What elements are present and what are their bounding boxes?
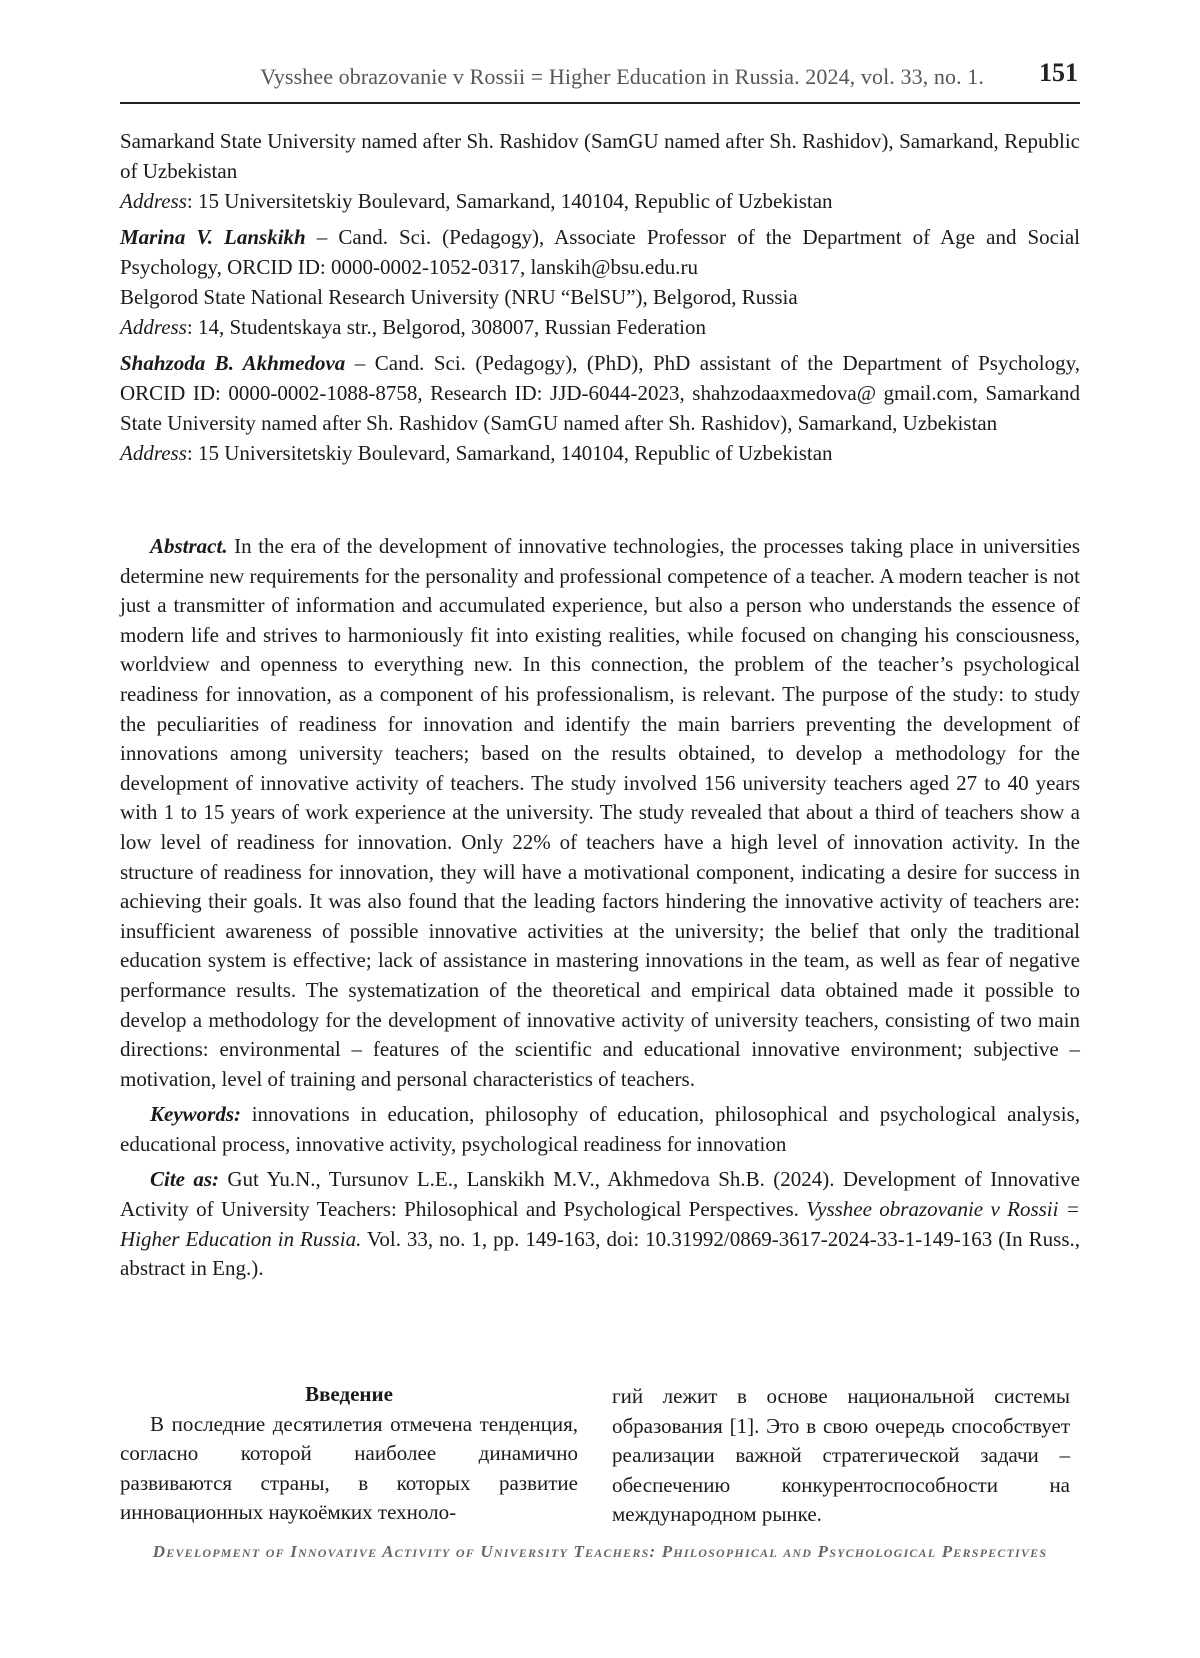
cite-journal: Vysshee obrazovanie v Rossii = Higher Education in Russia. [120,1197,1080,1251]
keywords-label: Keywords: [150,1102,241,1127]
abstract-section [120,532,1080,1284]
intro-right-text: гий лежит в основе национальной системы образования [1]. Это в свою очередь способствует реализации важной стратегической задачи – обеспечению конкурентоспособности на международном рынке. [612,1384,1070,1527]
page-number: 151 [1039,58,1078,87]
address-label: Address [120,441,187,465]
address-text: : 15 Universitetskiy Boulevard, Samarkand, 140104, Republic of Uzbekistan [186,189,833,213]
abstract-text: In the era of the development of innovative technologies, the processes taking place in universities determine new requirements for the personality and professional competence of a teacher. A modern teacher is not just a transmitter of information and accumulated experience, but also a person who understands the essence of modern life and strives to harmoniously fit into existing realities, while focused on changing his consciousness, worldview and openness to everything new. In this connection, the problem of the teacher’s psychological readiness for innovation, as a component of his professionalism, is relevant. The purpose of the study: to study the peculiarities of readiness for innovation and identify the main barriers preventing the development of innovations among university teachers; based on the results obtained, to develop a methodology for the development of innovative activity of teachers. The study involved 156 university teachers aged 27 to 40 years with 1 to 15 years of work experience at the university. The study revealed that about a third of teachers show a low level of readiness for innovation. Only 22% of teachers have a high level of innovation activity. In the structure of readiness for innovation, they will have a motivational component, indicating a desire for success in achieving their goals. It was also found that the leading factors hindering the innovative activity of teachers are: insufficient awareness of possible innovative activities at the university; the belief that only the traditional education system is effective; lack of assistance in mastering innovations in the team, as well as fear of negative performance results. The systematization of the theoretical and empirical data obtained made it possible to develop a methodology for the development of innovative activity of university teachers, consisting of two main directions: environmental – features of the scientific and educational innovative environment; subjective – motivation, level of training and personal characteristics of teachers. [120,534,1080,1091]
cite-text: Gut Yu.N., Tursunov L.E., Lanskikh M.V., Akhmedova Sh.B. (2024). Development of Innovative Activity of University Teachers: Philosophical and Psychological Perspectives. [120,1167,1080,1222]
intro-title: Введение [305,1382,393,1406]
intro-left-text: В последние десятилетия отмечена тенденция, согласно которой наиболее динамично развиваются страны, в которых развитие инновационных наукоёмких техноло- [120,1411,578,1525]
cite-label: Cite as: [150,1167,220,1192]
author-entry-lanskikh [120,222,1080,282]
author-affiliations [120,126,1080,468]
affiliation-org: Belgorod State National Research University (NRU “BelSU”), Belgorod, Russia [120,285,798,309]
address-text: : 15 Universitetskiy Boulevard, Samarkand, 140104, Republic of Uzbekistan [186,441,833,465]
author-name: Shahzoda B. Akhmedova [120,351,346,375]
author-details: – Cand. Sci. (Pedagogy), (PhD), PhD assistant of the Department of Psychology, ORCID ID: 0000-0002-1088-8758, Research ID: JJD-6044-2023, shahzodaaxmedova@ gmail.com, Samarkand State University named after Sh. Rashidov (SamGU named after Sh. Rashidov), Samarkand, Uzbekistan [120,351,1080,435]
address-label: Address [120,315,187,339]
address-label: Address [120,189,187,213]
cite-paragraph [120,1165,1080,1283]
keywords-paragraph [120,1100,1080,1159]
keywords-text: innovations in education, philosophy of education, philosophical and psychological analysis, educational process, innovative activity, psychological readiness for innovation [120,1102,1080,1156]
intro-left-column [120,1380,578,1528]
journal-title: Vysshee obrazovanie v Rossii = Higher Education in Russia. 2024, vol. 33, no. 1. [260,64,984,89]
running-title-footer: Development of Innovative Activity of University Teachers: Philosophical and Psychological Perspectives [152,1542,1048,1561]
page-header [120,58,1080,104]
affiliation-address [120,186,1080,216]
address-text: : 14, Studentskaya str., Belgorod, 308007, Russian Federation [186,315,707,339]
affiliation-org: Samarkand State University named after Sh. Rashidov (SamGU named after Sh. Rashidov), Samarkand, Republic of Uzbekistan [120,129,1080,183]
affiliation-address [120,312,1080,342]
author-details: – Cand. Sci. (Pedagogy), Associate Professor of the Department of Age and Social Psychology, ORCID ID: 0000-0002-1052-0317, lanskih@bsu.edu.ru [120,225,1080,279]
abstract-paragraph [120,532,1080,1094]
intro-right-column [612,1382,1070,1530]
author-name: Marina V. Lanskikh [120,225,306,249]
abstract-label: Abstract. [150,534,228,558]
intro-section [120,1380,1080,1530]
cite-text-end: Vol. 33, no. 1, pp. 149-163, doi: 10.31992/0869-3617-2024-33-1-149-163 (In Russ., abstract in Eng.). [120,1226,1080,1281]
affiliation-address [120,438,1080,468]
author-entry-akhmedova [120,348,1080,438]
